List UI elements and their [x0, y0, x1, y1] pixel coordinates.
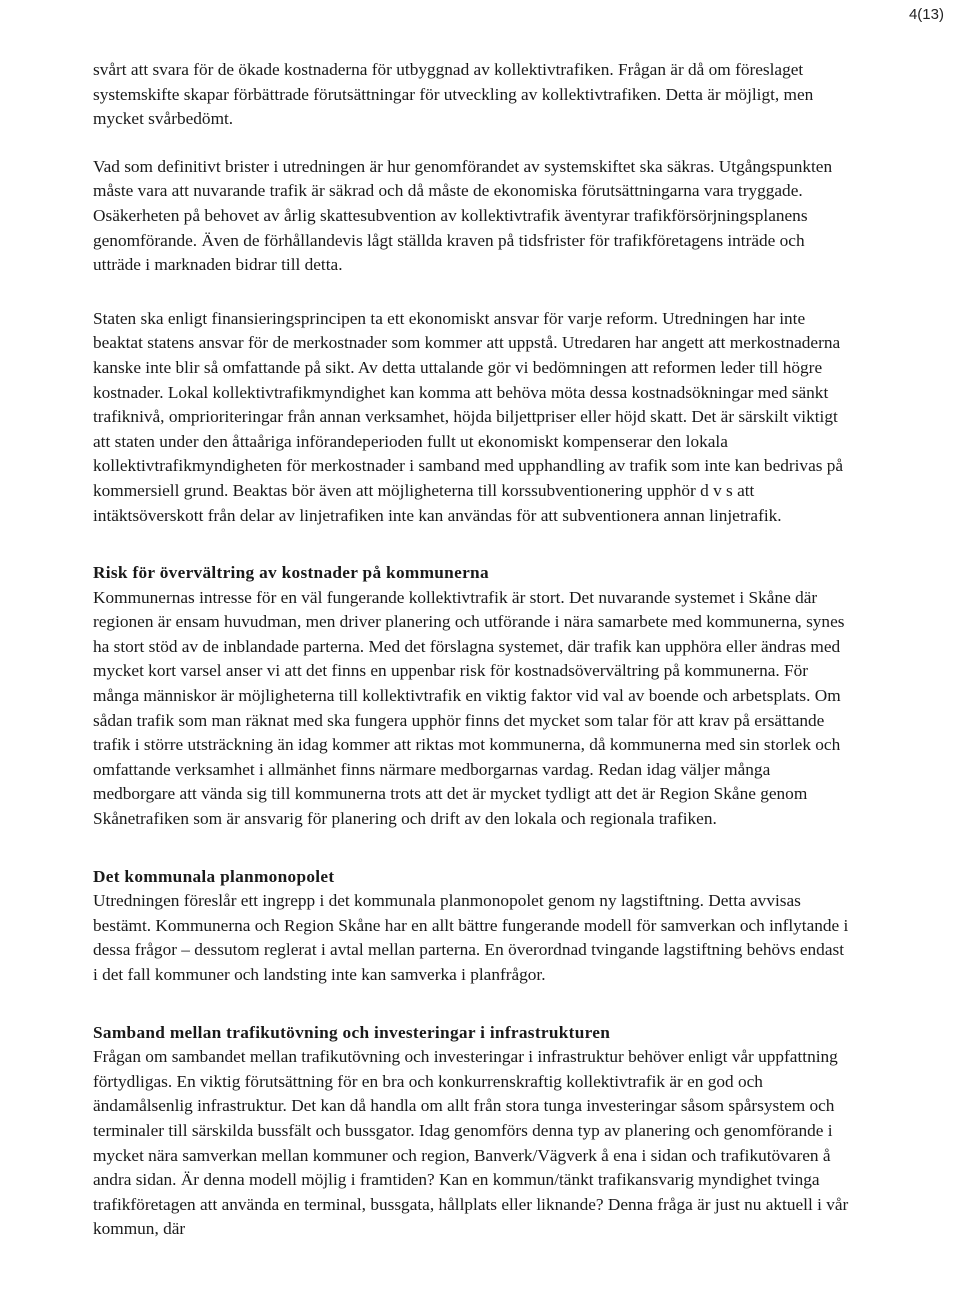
document-body: [93, 58, 853, 1242]
page-number: 4(13): [908, 6, 944, 23]
paragraph-finansieringsprincipen: Staten ska enligt finansieringsprincipen ta ett ekonomiskt ansvar för varje reform. Utredningen har inte beaktat statens ansvar för de merkostnader som kommer att uppstå. Utredaren har angett att merkostnaderna kanske inte blir så omfattande på sikt. Av detta uttalande gör vi bedömningen att reformen leder till högre kostnader. Lokal kollektivtrafikmyndighet kan komma att behöva möta dessa kostnadsökningar med sänkt trafiknivå, omprioriteringar från annan verksamhet, höjda biljettpriser eller höjd skatt. Det är särskilt viktigt att staten under den åttaåriga införandeperioden fullt ut ekonomiskt kompenserar den lokala kollektivtrafikmyndigheten för merkostnader i samband med upphandling av trafik som inte kan bedrivas på kommersiell grund. Beaktas bör även att möjligheterna till korssubventionering upphör d v s att intäktsöverskott från delar av linjetrafiken inte kan användas för att subventionera annan linjetrafik.: [93, 308, 844, 525]
section-heading-risk: Risk för övervältring av kostnader på kommunerna: [93, 563, 489, 583]
paragraph-intro: svårt att svara för de ökade kostnaderna för utbyggnad av kollektivtrafiken. Frågan är då om föreslaget systemskifte skapar förbättrade förutsättningar för utveckling av kollektivtrafiken. Detta är möjligt, men mycket svårbedömt.: [93, 60, 814, 129]
section-risk: [93, 561, 853, 832]
section-planmonopol: [93, 865, 853, 988]
section-body-risk: Kommunernas intresse för en väl fungerande kollektivtrafik är stort. Det nuvarande systemet i Skåne där regionen är ensam huvudman, men driver planering och utförande i nära samarbete med kommunerna, synes ha stort stöd av de inblandade parterna. Med det förslagna systemet, där trafik kan upphöra eller ändras med mycket kort varsel anser vi att det finns en uppenbar risk för kostnadsövervältring på kommunerna. För många människor är möjligheterna till kollektivtrafik en viktig faktor vid val av boende och arbetsplats. Om sådan trafik som man räknat med ska fungera upphör finns det mycket som talar för att krav på ersättande trafik i större utsträckning än idag kommer att riktas mot kommunerna, då kommunerna med sin storlek och omfattande verksamhet i allmänhet finns närmare medborgarnas vardag. Redan idag väljer många medborgare att vända sig till kommunerna trots att det är mycket tydligt att det är Region Skåne genom Skånetrafiken som är ansvarig för planering och drift av den lokala och regionala trafiken.: [93, 587, 845, 829]
section-body-planmonopol: Utredningen föreslår ett ingrepp i det kommunala planmonopolet genom ny lagstiftning. Detta avvisas bestämt. Kommunerna och Region Skåne har en allt bättre fungerande modell för samverkan och inflytande i dessa frågor – dessutom reglerat i avtal mellan parterna. En överordnad tvingande lagstiftning behövs endast i det fall kommuner och landsting inte kan samverka i planfrågor.: [93, 891, 849, 984]
paragraph-genomforande: Vad som definitivt brister i utredningen är hur genomförandet av systemskiftet ska säkras. Utgångspunkten måste vara att nuvarande trafik är säkrad och då måste de ekonomiska förutsättningarna vara tryggade. Osäkerheten på behovet av årlig skattesubvention av kollektivtrafik äventyrar trafikförsörjningsplanens genomförande. Även de förhållandevis lågt ställda kraven på tidsfrister för trafikföretagens inträde och utträde i marknaden bidrar till detta.: [93, 156, 833, 275]
section-samband: [93, 1021, 853, 1242]
section-body-samband: Frågan om sambandet mellan trafikutövning och investeringar i infrastruktur behöver enligt vår uppfattning förtydligas. En viktig förutsättning för en bra och konkurrenskraftig kollektivtrafik är en god och ändamålsenlig infrastruktur. Det kan då handla om allt från stora tunga investeringar såsom spårsystem och terminaler till särskilda bussfält och bussgator. Idag genomförs denna typ av planering och genomförande i mycket nära samverkan mellan kommuner och region, Banverk/Vägverk å ena i sidan och trafikutövaren å andra sidan. Är denna modell möjlig i framtiden? Kan en kommun/tänkt trafikansvarig myndighet tvinga trafikföretagen att använda en terminal, bussgata, hållplats eller liknande? Denna fråga är just nu aktuell i vår kommun, där: [93, 1047, 849, 1239]
section-heading-samband: Samband mellan trafikutövning och investeringar i infrastrukturen: [93, 1022, 611, 1042]
section-heading-planmonopol: Det kommunala planmonopolet: [93, 866, 335, 886]
